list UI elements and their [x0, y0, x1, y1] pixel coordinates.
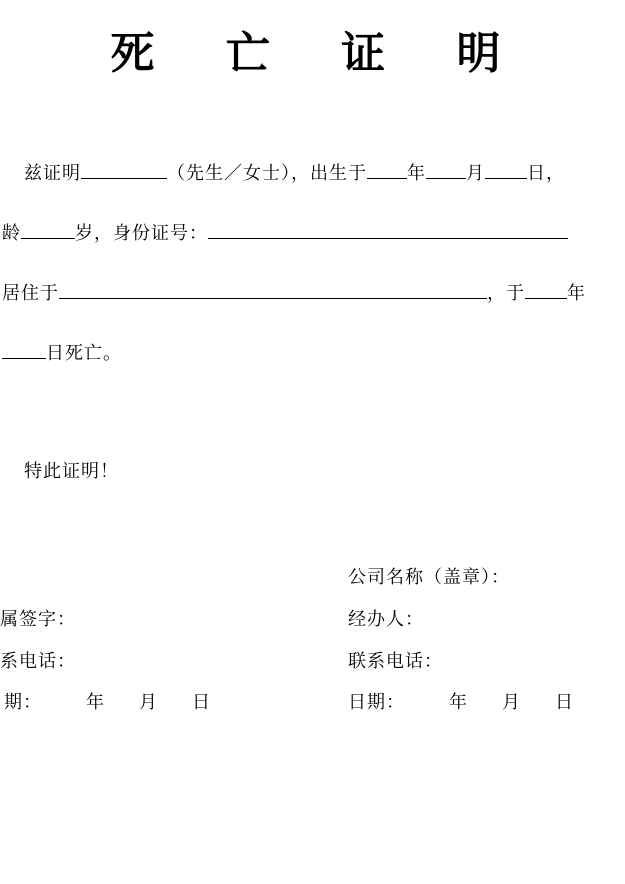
birth-year-blank	[367, 160, 407, 179]
line3-prefix: 居住于	[2, 283, 59, 304]
line1-day-label: 日，	[527, 163, 565, 184]
family-sign-label: 属签字：	[0, 609, 76, 630]
line1-prefix: 兹证明	[24, 163, 81, 184]
line2-prefix: 龄	[2, 223, 21, 244]
right-year-label: 年	[449, 692, 468, 713]
body-line-2	[2, 220, 568, 246]
age-blank	[21, 220, 75, 239]
body-line-3	[2, 280, 586, 306]
name-blank	[81, 160, 167, 179]
line1-month-label: 月	[466, 163, 485, 184]
right-month-label: 月	[502, 692, 521, 713]
left-month-label: 月	[139, 692, 158, 713]
birth-day-blank	[485, 160, 527, 179]
line3-mid: ，于	[487, 283, 525, 304]
line1-mid: （先生／女士），出生于	[167, 163, 367, 184]
birth-month-blank	[426, 160, 466, 179]
line3-year-label: 年	[567, 283, 586, 304]
right-day-label: 日	[555, 692, 574, 713]
body-line-1	[24, 160, 565, 186]
line1-year-label: 年	[407, 163, 426, 184]
left-year-label: 年	[86, 692, 105, 713]
death-day-blank	[2, 340, 46, 359]
left-date-row	[4, 691, 211, 715]
left-date-label: 期：	[4, 692, 42, 713]
certify-statement: 特此证明！	[24, 461, 119, 482]
right-phone-label: 联系电话：	[348, 651, 443, 672]
death-year-blank	[525, 280, 567, 299]
line4-suffix: 日死亡。	[46, 343, 122, 364]
right-date-row	[348, 691, 574, 715]
handler-label: 经办人：	[348, 609, 424, 630]
line2-mid: 岁，身份证号：	[75, 223, 208, 244]
address-blank	[59, 280, 487, 299]
left-day-label: 日	[192, 692, 211, 713]
right-date-label: 日期：	[348, 692, 405, 713]
id-number-blank	[208, 220, 568, 239]
company-seal-label: 公司名称（盖章）：	[348, 567, 510, 588]
left-phone-label: 系电话：	[0, 651, 76, 672]
page-title: 死 亡 证 明	[110, 28, 529, 79]
body-line-4	[2, 340, 122, 366]
